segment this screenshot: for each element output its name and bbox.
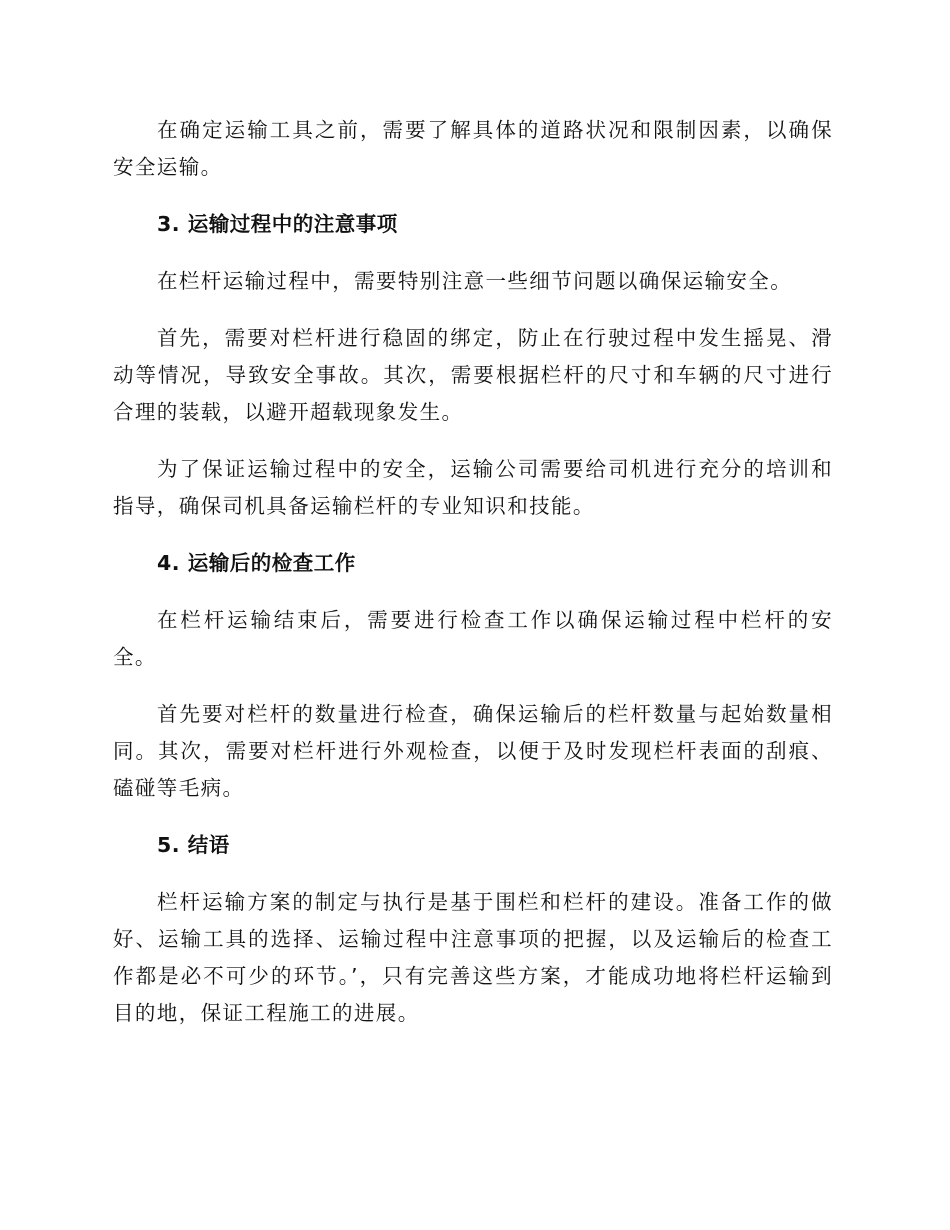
section-4-paragraph-1: 在栏杆运输结束后，需要进行检查工作以确保运输过程中栏杆的安全。: [113, 608, 833, 669]
section-3-paragraph-2: 首先，需要对栏杆进行稳固的绑定，防止在行驶过程中发生摇晃、滑动等情况，导致安全事故。其次，需要根据栏杆的尺寸和车辆的尺寸进行合理的装载，以避开超载现象发生。: [113, 326, 833, 424]
section-5-heading: 5. 结语: [157, 833, 230, 857]
section-3-paragraph-3: 为了保证运输过程中的安全，运输公司需要给司机进行充分的培训和指导，确保司机具备运输栏杆的专业知识和技能。: [113, 457, 833, 518]
section-5-paragraph-1: 栏杆运输方案的制定与执行是基于围栏和栏杆的建设。准备工作的做好、运输工具的选择、运输过程中注意事项的把握，以及运输后的检查工作都是必不可少的环节。’，只有完善这些方案，才能成功地将栏杆运输到目的地，保证工程施工的进展。: [113, 890, 833, 1025]
section-3-heading: 3. 运输过程中的注意事项: [157, 212, 398, 236]
paragraph-intro: 在确定运输工具之前，需要了解具体的道路状况和限制因素，以确保安全运输。: [113, 118, 833, 179]
document-page: [113, 112, 833, 1032]
section-4-heading: 4. 运输后的检查工作: [157, 551, 356, 575]
section-4-paragraph-2: 首先要对栏杆的数量进行检查，确保运输后的栏杆数量与起始数量相同。其次，需要对栏杆进行外观检查，以便于及时发现栏杆表面的刮痕、磕碰等毛病。: [113, 702, 833, 800]
section-3-paragraph-1: 在栏杆运输过程中，需要特别注意一些细节问题以确保运输安全。: [157, 269, 793, 293]
